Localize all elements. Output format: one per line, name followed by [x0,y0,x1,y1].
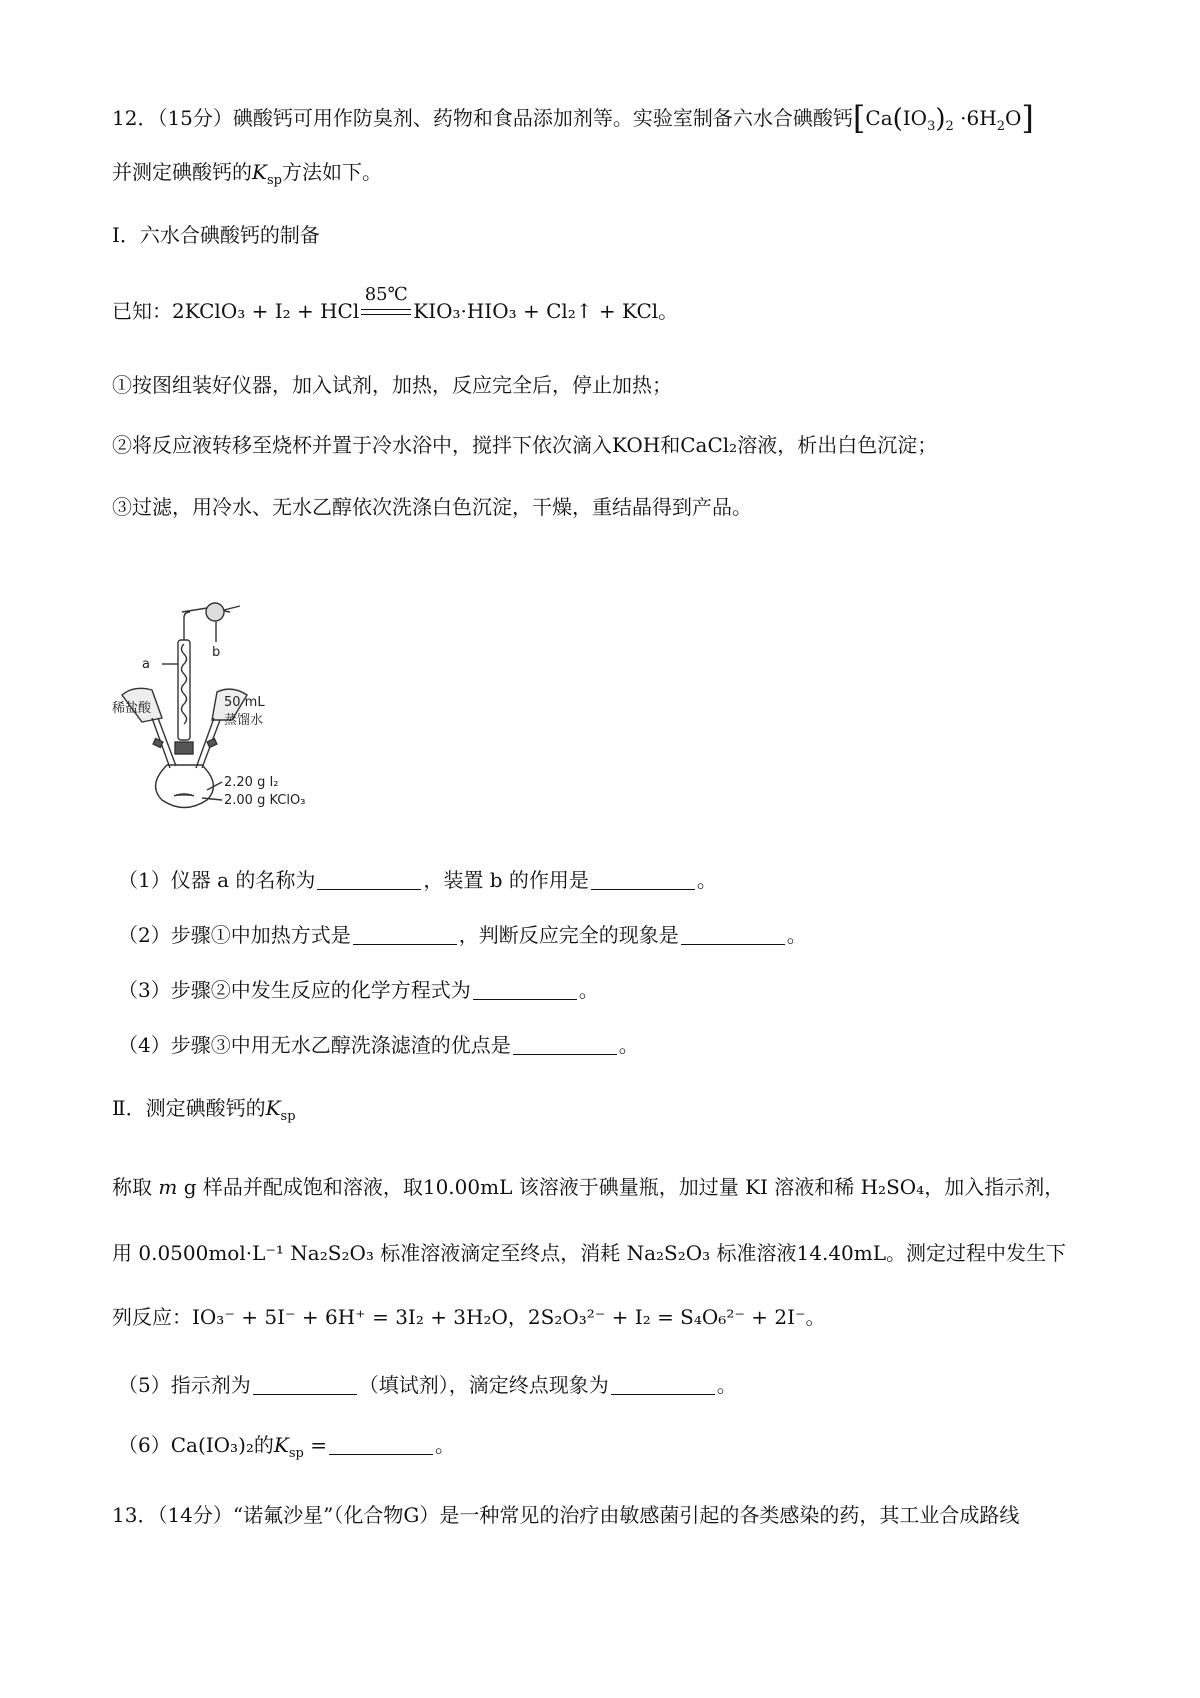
part2-title: Ⅱ．测定碘酸钙的$K_{sp}$ [112,1096,296,1124]
answer-blank[interactable] [473,979,577,1000]
label-b: b [212,645,221,660]
question-6: （6）Ca(IO₃)₂的$K_{sp}$ = 。 [118,1433,455,1461]
q12-line2: 并测定碘酸钙的$K_{sp}$方法如下。 [112,160,382,188]
q13-header: 13．（14分）“诺氟沙星”（化合物G）是一种常见的治疗由敏感菌引起的各类感染的药，其工业合成路线 [112,1503,1020,1527]
answer-blank[interactable] [253,1374,357,1395]
label-volume: 50 mL [224,695,265,710]
label-iodine-mass: 2.20 g I₂ [224,775,279,790]
answer-blank[interactable] [611,1374,715,1395]
answer-blank[interactable] [513,1034,617,1055]
reaction-condition-arrow [361,283,411,328]
part2-line3: 列反应：IO₃⁻ + 5I⁻ + 6H⁺ = 3I₂ + 3H₂O，2S₂O₃²⁻ + I₂ = S₄O₆²⁻ + 2I⁻。 [112,1305,826,1329]
answer-blank[interactable] [353,924,457,945]
label-kclo3-mass: 2.00 g KClO₃ [224,793,306,808]
step-1: ①按图组装好仪器，加入试剂，加热，反应完全后，停止加热； [112,373,672,397]
q12-header-line: 12．（15分）碘酸钙可用作防臭剂、药物和食品添加剂等。实验室制备六水合碘酸钙$[Ca(IO_3)_2 \cdot 6H_2O]$ [112,99,1034,137]
q12-header: 12．（15分）碘酸钙可用作防臭剂、药物和食品添加剂等。实验室制备六水合碘酸钙 [112,106,853,130]
ksp-sub: sp [266,173,282,188]
answer-blank[interactable] [591,869,695,890]
answer-blank[interactable] [329,1434,433,1455]
part1-title: Ⅰ．六水合碘酸钙的制备 [112,223,320,247]
answer-blank[interactable] [317,869,421,890]
question-1: （1）仪器 a 的名称为 ，装置 b 的作用是 。 [118,868,717,892]
label-dilute-hcl: 稀盐酸 [112,701,152,716]
answer-blank[interactable] [681,924,785,945]
known-reactants: 2KClO₃ + I₂ + HCl [172,299,360,323]
thiosulfate-equation: 2S₂O₃²⁻ + I₂ = S₄O₆²⁻ + 2I⁻ [527,1305,806,1329]
step-3: ③过滤，用冷水、无水乙醇依次洗涤白色沉淀，干燥，重结晶得到产品。 [112,495,752,519]
question-4: （4）步骤③中用无水乙醇洗涤滤渣的优点是 。 [118,1033,639,1057]
mass-symbol: m [158,1175,178,1199]
part2-line2: 用 0.0500mol·L⁻¹ Na₂S₂O₃ 标准溶液滴定至终点，消耗 Na₂S₂O₃ 标准溶液14.40mL。测定过程中发生下 [112,1241,1067,1265]
label-a: a [142,657,150,672]
question-2: （2）步骤①中加热方式是 ，判断反应完全的现象是 。 [118,923,807,947]
question-3: （3）步骤②中发生反应的化学方程式为 。 [118,978,599,1002]
known-products: KIO₃·HIO₃ + Cl₂↑ + KCl [413,299,659,323]
part2-line1: 称取 m g 样品并配成饱和溶液，取10.00mL 该溶液于碘量瓶，加过量 KI 溶液和稀 H₂SO₄，加入指示剂， [112,1175,1065,1199]
ksp-k: K [252,160,267,184]
reaction-condition: 85℃ [364,283,408,305]
apparatus-figure [112,600,332,815]
hydrate-formula: $Ca(IO_3)_2 \cdot 6H_2O$ [865,104,1022,134]
step-2: ②将反应液转移至烧杯并置于冷水浴中，搅拌下依次滴入KOH和CaCl₂溶液，析出白色沉淀； [112,433,938,457]
iodate-equation: IO₃⁻ + 5I⁻ + 6H⁺ = 3I₂ + 3H₂O [192,1305,508,1329]
question-5: （5）指示剂为 （填试剂），滴定终点现象为 。 [118,1373,737,1397]
known-equation: 已知：2KClO₃ + I₂ + HCl 85℃ KIO₃·HIO₃ + Cl₂↑ + KCl。 [112,296,678,328]
drying-tube-bulb [206,603,224,621]
label-distilled-water: 蒸馏水 [224,713,264,728]
